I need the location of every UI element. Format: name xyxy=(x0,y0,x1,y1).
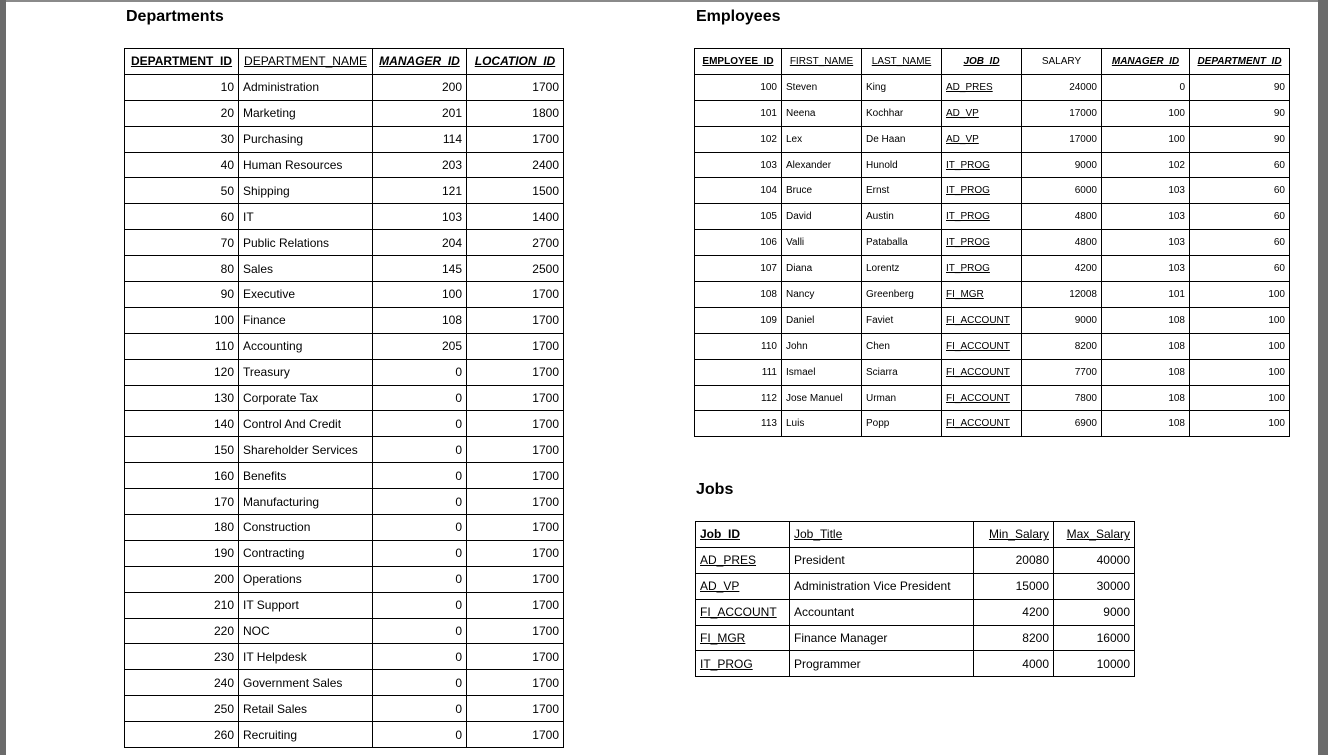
table-row xyxy=(125,411,564,437)
table-cell: 20 xyxy=(125,100,239,126)
table-cell: 108 xyxy=(1102,359,1190,385)
table-cell: 9000 xyxy=(1054,599,1135,625)
table-row xyxy=(695,74,1290,100)
table-cell: IT_PROG xyxy=(696,651,790,677)
table-cell: 1700 xyxy=(467,540,564,566)
table-cell: 121 xyxy=(373,178,467,204)
table-cell: 40 xyxy=(125,152,239,178)
table-cell: 70 xyxy=(125,230,239,256)
table-cell: 1700 xyxy=(467,566,564,592)
table-cell: AD_PRES xyxy=(942,74,1022,100)
table-cell: 0 xyxy=(373,670,467,696)
table-cell: FI_ACCOUNT xyxy=(942,359,1022,385)
table-row xyxy=(125,592,564,618)
column-header: DEPARTMENT_NAME xyxy=(239,49,373,75)
table-cell: 1700 xyxy=(467,722,564,748)
table-cell: 1700 xyxy=(467,644,564,670)
departments-heading: Departments xyxy=(126,8,224,25)
table-cell: 16000 xyxy=(1054,625,1135,651)
table-row xyxy=(125,385,564,411)
table-cell: Finance xyxy=(239,307,373,333)
table-cell: 0 xyxy=(373,359,467,385)
table-row xyxy=(125,152,564,178)
table-cell: 108 xyxy=(1102,385,1190,411)
table-cell: 15000 xyxy=(974,573,1054,599)
table-cell: Popp xyxy=(862,411,942,437)
column-header: EMPLOYEE_ID xyxy=(695,49,782,75)
table-cell: King xyxy=(862,74,942,100)
table-cell: 60 xyxy=(125,204,239,230)
table-cell: 24000 xyxy=(1022,74,1102,100)
table-header-row xyxy=(696,522,1135,548)
table-cell: 1700 xyxy=(467,333,564,359)
table-cell: 100 xyxy=(1190,307,1290,333)
table-cell: 1700 xyxy=(467,282,564,308)
table-cell: Programmer xyxy=(790,651,974,677)
table-cell: 10000 xyxy=(1054,651,1135,677)
table-cell: 140 xyxy=(125,411,239,437)
table-cell: 7800 xyxy=(1022,385,1102,411)
table-cell: 1700 xyxy=(467,385,564,411)
table-row xyxy=(696,599,1135,625)
column-header: LAST_NAME xyxy=(862,49,942,75)
column-header: MANAGER_ID xyxy=(373,49,467,75)
table-cell: IT_PROG xyxy=(942,256,1022,282)
table-cell: 106 xyxy=(695,230,782,256)
table-row xyxy=(695,333,1290,359)
table-cell: FI_MGR xyxy=(696,625,790,651)
table-cell: 100 xyxy=(125,307,239,333)
table-cell: 1700 xyxy=(467,670,564,696)
table-row xyxy=(125,307,564,333)
table-cell: 1700 xyxy=(467,463,564,489)
table-cell: Daniel xyxy=(782,307,862,333)
viewer-left-edge xyxy=(0,0,6,755)
table-cell: 0 xyxy=(373,696,467,722)
table-row xyxy=(125,282,564,308)
table-cell: Diana xyxy=(782,256,862,282)
column-header: MANAGER_ID xyxy=(1102,49,1190,75)
table-cell: Jose Manuel xyxy=(782,385,862,411)
table-cell: 9000 xyxy=(1022,152,1102,178)
table-row xyxy=(125,359,564,385)
table-cell: 200 xyxy=(373,74,467,100)
column-header: DEPARTMENT_ID xyxy=(1190,49,1290,75)
employees-heading: Employees xyxy=(696,8,781,25)
table-cell: Contracting xyxy=(239,540,373,566)
table-cell: 210 xyxy=(125,592,239,618)
table-cell: 0 xyxy=(373,463,467,489)
table-cell: Accountant xyxy=(790,599,974,625)
table-cell: 80 xyxy=(125,256,239,282)
table-cell: AD_VP xyxy=(696,573,790,599)
table-cell: 10 xyxy=(125,74,239,100)
table-cell: 17000 xyxy=(1022,100,1102,126)
table-cell: 30 xyxy=(125,126,239,152)
table-cell: Sales xyxy=(239,256,373,282)
table-cell: 102 xyxy=(1102,152,1190,178)
viewer-scrollbar[interactable] xyxy=(1318,0,1328,755)
table-cell: 103 xyxy=(695,152,782,178)
table-cell: 1700 xyxy=(467,515,564,541)
table-cell: 4000 xyxy=(974,651,1054,677)
table-row xyxy=(125,489,564,515)
table-cell: 60 xyxy=(1190,178,1290,204)
table-cell: 7700 xyxy=(1022,359,1102,385)
table-row xyxy=(125,333,564,359)
table-cell: 1700 xyxy=(467,126,564,152)
table-cell: 112 xyxy=(695,385,782,411)
table-row xyxy=(696,625,1135,651)
table-cell: IT_PROG xyxy=(942,178,1022,204)
employees-table-body xyxy=(695,74,1290,436)
employees-table xyxy=(694,48,1290,437)
table-cell: Hunold xyxy=(862,152,942,178)
table-cell: 0 xyxy=(373,489,467,515)
table-cell: Retail Sales xyxy=(239,696,373,722)
table-cell: FI_ACCOUNT xyxy=(696,599,790,625)
table-row xyxy=(125,204,564,230)
table-cell: 60 xyxy=(1190,204,1290,230)
table-cell: Sciarra xyxy=(862,359,942,385)
table-cell: FI_ACCOUNT xyxy=(942,307,1022,333)
table-cell: Pataballa xyxy=(862,230,942,256)
table-cell: Operations xyxy=(239,566,373,592)
table-cell: Steven xyxy=(782,74,862,100)
table-cell: 0 xyxy=(373,722,467,748)
table-cell: 108 xyxy=(1102,333,1190,359)
table-cell: 109 xyxy=(695,307,782,333)
table-row xyxy=(125,256,564,282)
table-cell: 90 xyxy=(1190,100,1290,126)
table-cell: 1700 xyxy=(467,307,564,333)
table-cell: 100 xyxy=(1102,100,1190,126)
table-cell: 0 xyxy=(373,411,467,437)
table-cell: 4200 xyxy=(974,599,1054,625)
table-cell: 1700 xyxy=(467,411,564,437)
table-cell: 12008 xyxy=(1022,282,1102,308)
table-cell: 204 xyxy=(373,230,467,256)
table-cell: 50 xyxy=(125,178,239,204)
jobs-table-body xyxy=(696,547,1135,676)
table-cell: 200 xyxy=(125,566,239,592)
table-cell: 1700 xyxy=(467,74,564,100)
table-cell: Administration xyxy=(239,74,373,100)
column-header: Job_Title xyxy=(790,522,974,548)
table-row xyxy=(125,74,564,100)
table-cell: 203 xyxy=(373,152,467,178)
table-cell: FI_ACCOUNT xyxy=(942,385,1022,411)
table-cell: Ismael xyxy=(782,359,862,385)
departments-table xyxy=(124,48,564,748)
table-cell: 100 xyxy=(373,282,467,308)
table-cell: John xyxy=(782,333,862,359)
table-cell: 6900 xyxy=(1022,411,1102,437)
table-cell: Shareholder Services xyxy=(239,437,373,463)
column-header: Min_Salary xyxy=(974,522,1054,548)
table-cell: IT Helpdesk xyxy=(239,644,373,670)
table-cell: 110 xyxy=(125,333,239,359)
table-cell: 107 xyxy=(695,256,782,282)
table-cell: 160 xyxy=(125,463,239,489)
table-row xyxy=(125,126,564,152)
table-cell: Shipping xyxy=(239,178,373,204)
table-cell: 102 xyxy=(695,126,782,152)
column-header: Max_Salary xyxy=(1054,522,1135,548)
table-cell: 101 xyxy=(1102,282,1190,308)
table-cell: 100 xyxy=(1190,333,1290,359)
table-row xyxy=(696,547,1135,573)
table-row xyxy=(125,722,564,748)
table-row xyxy=(695,359,1290,385)
table-cell: 90 xyxy=(125,282,239,308)
table-cell: 100 xyxy=(1102,126,1190,152)
table-cell: 100 xyxy=(1190,385,1290,411)
table-cell: President xyxy=(790,547,974,573)
table-cell: Marketing xyxy=(239,100,373,126)
table-row xyxy=(696,573,1135,599)
table-cell: 108 xyxy=(1102,411,1190,437)
table-cell: 1700 xyxy=(467,359,564,385)
table-row xyxy=(125,515,564,541)
table-row xyxy=(125,618,564,644)
table-cell: Ernst xyxy=(862,178,942,204)
table-cell: 104 xyxy=(695,178,782,204)
table-row xyxy=(695,152,1290,178)
table-cell: Austin xyxy=(862,204,942,230)
table-cell: 90 xyxy=(1190,74,1290,100)
table-row xyxy=(695,282,1290,308)
table-cell: AD_VP xyxy=(942,100,1022,126)
table-cell: 111 xyxy=(695,359,782,385)
table-cell: Greenberg xyxy=(862,282,942,308)
table-row xyxy=(125,230,564,256)
table-row xyxy=(695,100,1290,126)
table-cell: Corporate Tax xyxy=(239,385,373,411)
table-row xyxy=(695,178,1290,204)
table-row xyxy=(695,204,1290,230)
table-cell: Executive xyxy=(239,282,373,308)
table-cell: 0 xyxy=(373,437,467,463)
table-cell: FI_ACCOUNT xyxy=(942,333,1022,359)
table-cell: Bruce xyxy=(782,178,862,204)
table-cell: David xyxy=(782,204,862,230)
table-cell: 205 xyxy=(373,333,467,359)
table-cell: IT xyxy=(239,204,373,230)
table-cell: IT Support xyxy=(239,592,373,618)
table-row xyxy=(695,230,1290,256)
table-cell: 2700 xyxy=(467,230,564,256)
table-cell: 17000 xyxy=(1022,126,1102,152)
table-cell: 103 xyxy=(1102,256,1190,282)
table-cell: Neena xyxy=(782,100,862,126)
table-cell: 0 xyxy=(373,515,467,541)
table-cell: 145 xyxy=(373,256,467,282)
table-cell: Accounting xyxy=(239,333,373,359)
table-cell: 105 xyxy=(695,204,782,230)
table-cell: 240 xyxy=(125,670,239,696)
table-cell: 1500 xyxy=(467,178,564,204)
table-cell: 1700 xyxy=(467,592,564,618)
table-cell: Lorentz xyxy=(862,256,942,282)
table-cell: Construction xyxy=(239,515,373,541)
table-cell: 0 xyxy=(373,540,467,566)
table-cell: NOC xyxy=(239,618,373,644)
table-cell: 0 xyxy=(1102,74,1190,100)
table-cell: 260 xyxy=(125,722,239,748)
table-cell: Finance Manager xyxy=(790,625,974,651)
table-cell: 0 xyxy=(373,385,467,411)
table-cell: 30000 xyxy=(1054,573,1135,599)
table-cell: 103 xyxy=(1102,178,1190,204)
table-cell: 60 xyxy=(1190,152,1290,178)
table-cell: Chen xyxy=(862,333,942,359)
table-cell: 1700 xyxy=(467,489,564,515)
table-cell: 1700 xyxy=(467,437,564,463)
column-header: Job_ID xyxy=(696,522,790,548)
table-cell: 220 xyxy=(125,618,239,644)
table-cell: 100 xyxy=(1190,411,1290,437)
table-cell: 8200 xyxy=(1022,333,1102,359)
table-cell: 60 xyxy=(1190,230,1290,256)
table-cell: 0 xyxy=(373,592,467,618)
table-cell: 1800 xyxy=(467,100,564,126)
table-cell: Nancy xyxy=(782,282,862,308)
table-cell: 130 xyxy=(125,385,239,411)
table-cell: Alexander xyxy=(782,152,862,178)
table-cell: Human Resources xyxy=(239,152,373,178)
table-cell: Control And Credit xyxy=(239,411,373,437)
table-cell: 4800 xyxy=(1022,230,1102,256)
table-cell: IT_PROG xyxy=(942,204,1022,230)
table-cell: 90 xyxy=(1190,126,1290,152)
table-cell: Valli xyxy=(782,230,862,256)
table-cell: 108 xyxy=(695,282,782,308)
table-row xyxy=(125,540,564,566)
table-cell: Purchasing xyxy=(239,126,373,152)
table-cell: 250 xyxy=(125,696,239,722)
table-cell: Treasury xyxy=(239,359,373,385)
table-cell: 0 xyxy=(373,618,467,644)
table-cell: 40000 xyxy=(1054,547,1135,573)
table-cell: 108 xyxy=(1102,307,1190,333)
table-row xyxy=(695,411,1290,437)
column-header: JOB_ID xyxy=(942,49,1022,75)
viewer-top-edge xyxy=(0,0,1328,2)
table-cell: Urman xyxy=(862,385,942,411)
table-cell: 103 xyxy=(1102,204,1190,230)
column-header: SALARY xyxy=(1022,49,1102,75)
table-row xyxy=(125,644,564,670)
table-header-row xyxy=(695,49,1290,75)
table-cell: IT_PROG xyxy=(942,152,1022,178)
table-cell: 1700 xyxy=(467,696,564,722)
column-header: FIRST_NAME xyxy=(782,49,862,75)
table-row xyxy=(695,307,1290,333)
table-row xyxy=(125,437,564,463)
table-cell: AD_PRES xyxy=(696,547,790,573)
column-header: LOCATION_ID xyxy=(467,49,564,75)
table-cell: 9000 xyxy=(1022,307,1102,333)
table-header-row xyxy=(125,49,564,75)
table-cell: 1700 xyxy=(467,618,564,644)
table-cell: 0 xyxy=(373,644,467,670)
table-cell: 2400 xyxy=(467,152,564,178)
table-cell: FI_ACCOUNT xyxy=(942,411,1022,437)
table-cell: 4200 xyxy=(1022,256,1102,282)
table-cell: IT_PROG xyxy=(942,230,1022,256)
table-row xyxy=(125,463,564,489)
table-cell: 103 xyxy=(373,204,467,230)
table-cell: Public Relations xyxy=(239,230,373,256)
table-cell: 60 xyxy=(1190,256,1290,282)
table-cell: 170 xyxy=(125,489,239,515)
table-cell: 8200 xyxy=(974,625,1054,651)
table-cell: 180 xyxy=(125,515,239,541)
table-cell: 114 xyxy=(373,126,467,152)
table-cell: Benefits xyxy=(239,463,373,489)
table-row xyxy=(125,696,564,722)
table-cell: AD_VP xyxy=(942,126,1022,152)
jobs-table xyxy=(695,521,1135,677)
table-cell: 6000 xyxy=(1022,178,1102,204)
table-cell: 1400 xyxy=(467,204,564,230)
table-row xyxy=(695,126,1290,152)
table-cell: Kochhar xyxy=(862,100,942,126)
table-cell: 100 xyxy=(1190,359,1290,385)
column-header: DEPARTMENT_ID xyxy=(125,49,239,75)
table-cell: 4800 xyxy=(1022,204,1102,230)
table-cell: 108 xyxy=(373,307,467,333)
table-cell: Faviet xyxy=(862,307,942,333)
table-cell: 2500 xyxy=(467,256,564,282)
table-cell: Government Sales xyxy=(239,670,373,696)
table-cell: 103 xyxy=(1102,230,1190,256)
jobs-heading: Jobs xyxy=(696,481,734,498)
table-cell: 120 xyxy=(125,359,239,385)
table-cell: 20080 xyxy=(974,547,1054,573)
table-row xyxy=(695,385,1290,411)
table-cell: 101 xyxy=(695,100,782,126)
table-row xyxy=(125,100,564,126)
departments-table-body xyxy=(125,74,564,747)
table-cell: FI_MGR xyxy=(942,282,1022,308)
table-row xyxy=(125,670,564,696)
table-cell: 110 xyxy=(695,333,782,359)
table-cell: 0 xyxy=(373,566,467,592)
table-cell: De Haan xyxy=(862,126,942,152)
table-row xyxy=(125,178,564,204)
table-cell: Manufacturing xyxy=(239,489,373,515)
table-cell: 113 xyxy=(695,411,782,437)
table-cell: 100 xyxy=(1190,282,1290,308)
table-row xyxy=(695,256,1290,282)
table-cell: 201 xyxy=(373,100,467,126)
table-cell: Administration Vice President xyxy=(790,573,974,599)
table-cell: 230 xyxy=(125,644,239,670)
table-cell: 100 xyxy=(695,74,782,100)
table-row xyxy=(696,651,1135,677)
table-cell: 190 xyxy=(125,540,239,566)
table-cell: 150 xyxy=(125,437,239,463)
table-cell: Lex xyxy=(782,126,862,152)
table-cell: Luis xyxy=(782,411,862,437)
table-cell: Recruiting xyxy=(239,722,373,748)
table-row xyxy=(125,566,564,592)
